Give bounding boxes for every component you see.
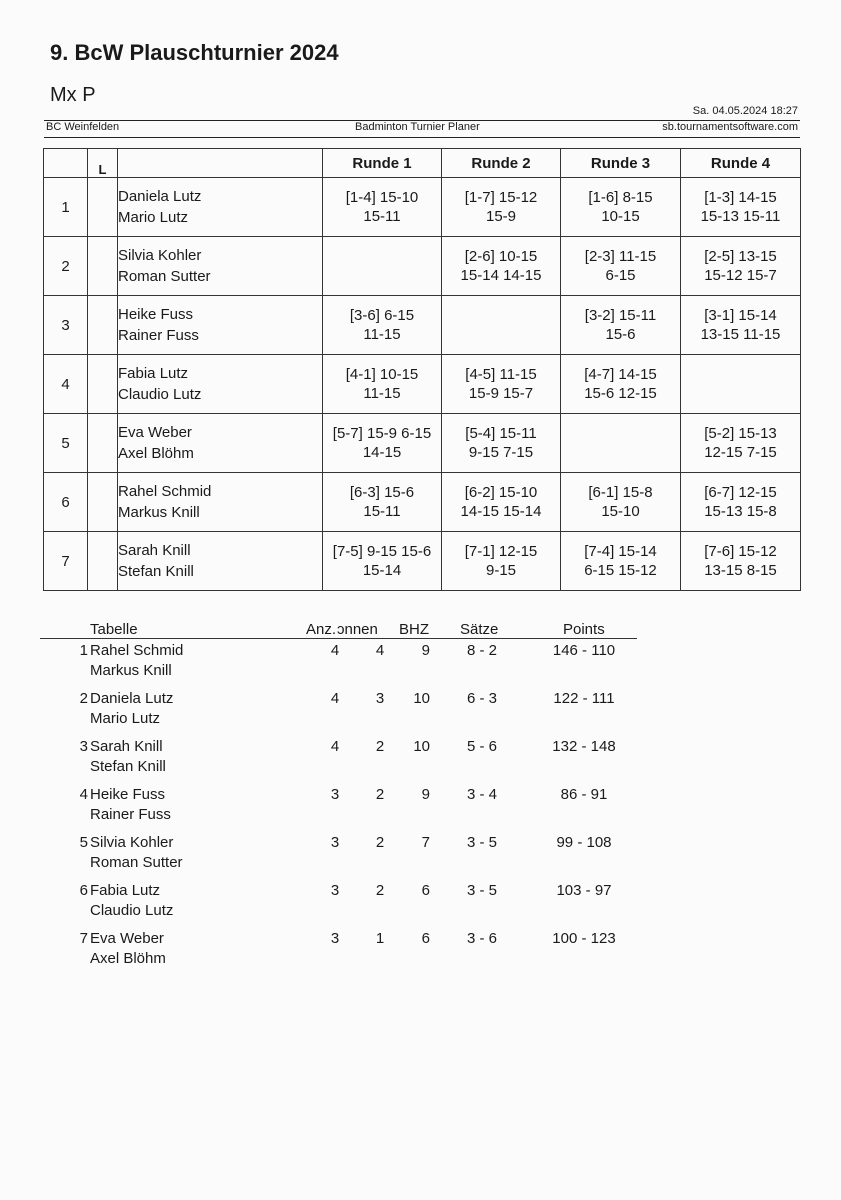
standings-row [40, 641, 640, 689]
result-line-2: 15-11 [363, 503, 401, 520]
team-number: 4 [44, 355, 88, 414]
header-round-2: Runde 2 [442, 149, 561, 178]
sets-value: 3 - 5 [466, 882, 497, 899]
player-2: Mario Lutz [90, 710, 161, 727]
round-1-result [323, 296, 442, 355]
result-line-2: 14-15 [362, 444, 402, 461]
result-line-1: [1-3] 14-15 [704, 189, 777, 206]
round-4-result [681, 178, 801, 237]
result-line-1: [4-5] 11-15 [465, 366, 537, 383]
header-l: L [88, 149, 118, 178]
round-1-result [323, 473, 442, 532]
team-players [118, 296, 323, 355]
player-1: Heike Fuss [90, 786, 166, 803]
standings-title: Tabelle [90, 621, 138, 638]
matches-played: 3 [330, 834, 340, 851]
round-3-result [561, 178, 681, 237]
player-2: Axel Blöhm [90, 950, 166, 967]
result-line-1: [6-1] 15-8 [588, 484, 653, 501]
round-4-result [681, 473, 801, 532]
points-value: 103 - 97 [556, 882, 612, 899]
player-1: Daniela Lutz [118, 188, 202, 205]
player-2: Mario Lutz [118, 209, 189, 226]
standings-header [40, 618, 637, 639]
standings-col-anz: Anz. [306, 621, 337, 638]
result-line-1: [6-7] 12-15 [704, 484, 777, 501]
result-line-2: 15-13 15-11 [700, 208, 781, 225]
round-3-result [561, 237, 681, 296]
round-3-result [561, 473, 681, 532]
standings-col-saetze: Sätze [460, 621, 499, 638]
result-line-1: [5-2] 15-13 [704, 425, 777, 442]
bhz-value: 10 [413, 738, 430, 755]
matches-won: 2 [375, 786, 385, 803]
result-line-1: [7-4] 15-14 [584, 543, 657, 560]
player-1: Sarah Knill [90, 738, 163, 755]
team-l-cell [88, 532, 118, 591]
standings-row [40, 833, 640, 881]
result-line-1: [3-1] 15-14 [704, 307, 777, 324]
result-line-2: 15-6 12-15 [584, 385, 657, 402]
matches-played: 4 [330, 690, 340, 707]
result-line-1: [7-5] 9-15 15-6 [332, 543, 432, 560]
sets-value: 5 - 6 [466, 738, 497, 755]
result-line-1: [3-2] 15-11 [584, 307, 657, 324]
standings-table [40, 618, 640, 977]
player-1: Silvia Kohler [90, 834, 174, 851]
result-line-2: 15-9 15-7 [468, 385, 534, 402]
result-line-2: 9-15 7-15 [468, 444, 534, 461]
team-players [118, 473, 323, 532]
bhz-value: 6 [421, 930, 430, 947]
bhz-value: 9 [421, 642, 430, 659]
app-name: Badminton Turnier Planer [355, 121, 480, 133]
result-line-2: 13-15 8-15 [704, 562, 777, 579]
team-number: 2 [44, 237, 88, 296]
team-players [118, 532, 323, 591]
team-row [44, 355, 801, 414]
team-players [118, 237, 323, 296]
round-1-result [323, 178, 442, 237]
result-line-1: [2-3] 11-15 [584, 248, 657, 265]
round-2-result [442, 355, 561, 414]
header-round-1: Runde 1 [323, 149, 442, 178]
round-3-result [561, 355, 681, 414]
matches-played: 3 [330, 882, 340, 899]
player-1: Daniela Lutz [90, 690, 174, 707]
header-rule-bottom [44, 137, 800, 138]
matches-won: 1 [375, 930, 385, 947]
player-1: Heike Fuss [118, 306, 194, 323]
bhz-value: 9 [421, 786, 430, 803]
matches-won: 2 [375, 738, 385, 755]
matches-won: 2 [375, 834, 385, 851]
matches-played: 4 [330, 738, 340, 755]
player-1: Silvia Kohler [118, 247, 202, 264]
result-line-1: [6-3] 15-6 [349, 484, 415, 501]
team-row [44, 237, 801, 296]
result-line-2: 6-15 15-12 [584, 562, 657, 579]
points-value: 122 - 111 [553, 690, 615, 707]
result-line-1: [1-4] 15-10 [345, 189, 419, 206]
result-line-1: [5-7] 15-9 6-15 [332, 425, 432, 442]
round-3-result [561, 532, 681, 591]
player-1: Fabia Lutz [118, 365, 189, 382]
team-row [44, 414, 801, 473]
player-2: Roman Sutter [118, 268, 211, 285]
result-line-1: [1-7] 15-12 [464, 189, 538, 206]
round-2-result [442, 296, 561, 355]
rank: 6 [79, 882, 88, 899]
round-1-result [323, 414, 442, 473]
result-line-2: 11-15 [363, 385, 401, 402]
team-row [44, 296, 801, 355]
player-1: Rahel Schmid [90, 642, 184, 659]
matches-played: 3 [330, 930, 340, 947]
header-number [44, 149, 88, 178]
result-line-2: 11-15 [363, 326, 401, 343]
team-players [118, 178, 323, 237]
player-2: Rainer Fuss [90, 806, 171, 823]
result-line-1: [3-6] 6-15 [349, 307, 415, 324]
points-value: 86 - 91 [560, 786, 608, 803]
header-round-3: Runde 3 [561, 149, 681, 178]
standings-row [40, 929, 640, 977]
team-names [90, 737, 166, 777]
result-line-2: 15-13 15-8 [704, 503, 777, 520]
result-line-1: [6-2] 15-10 [464, 484, 538, 501]
standings-col-points: Points [563, 621, 605, 638]
bhz-value: 10 [413, 690, 430, 707]
team-names [90, 881, 173, 921]
sets-value: 3 - 6 [466, 930, 497, 947]
result-line-2: 15-10 [601, 503, 640, 520]
team-number: 7 [44, 532, 88, 591]
team-number: 5 [44, 414, 88, 473]
bhz-value: 7 [421, 834, 430, 851]
player-2: Markus Knill [90, 662, 172, 679]
team-names [90, 689, 173, 729]
header-round-4: Runde 4 [681, 149, 801, 178]
round-1-result [323, 237, 442, 296]
team-names [90, 929, 166, 969]
match-grid-header [44, 149, 801, 178]
bhz-value: 6 [421, 882, 430, 899]
team-names [90, 785, 171, 825]
result-line-2: 10-15 [601, 208, 640, 225]
team-l-cell [88, 237, 118, 296]
team-l-cell [88, 414, 118, 473]
player-2: Markus Knill [118, 504, 200, 521]
player-1: Eva Weber [90, 930, 164, 947]
points-value: 146 - 110 [552, 642, 616, 659]
team-l-cell [88, 296, 118, 355]
round-4-result [681, 296, 801, 355]
result-line-2: 15-9 [485, 208, 517, 225]
matches-played: 3 [330, 786, 340, 803]
sets-value: 3 - 4 [466, 786, 497, 803]
rank: 5 [79, 834, 88, 851]
club-name: BC Weinfelden [46, 121, 120, 133]
round-2-result [442, 414, 561, 473]
team-names [90, 833, 183, 873]
result-line-1: [5-4] 15-11 [465, 425, 537, 442]
team-l-cell [88, 355, 118, 414]
rank: 3 [79, 738, 88, 755]
round-2-result [442, 178, 561, 237]
standings-row [40, 737, 640, 785]
player-2: Claudio Lutz [90, 902, 174, 919]
player-2: Stefan Knill [118, 563, 194, 580]
site-url: sb.tournamentsoftware.com [662, 121, 798, 133]
result-line-2: 14-15 15-14 [460, 503, 542, 520]
rank: 2 [79, 690, 88, 707]
standings-col-bhz: BHZ [399, 621, 429, 638]
player-2: Rainer Fuss [118, 327, 199, 344]
result-line-2: 13-15 11-15 [700, 326, 781, 343]
result-line-2: 15-12 15-7 [704, 267, 777, 284]
round-3-result [561, 296, 681, 355]
round-3-result [561, 414, 681, 473]
team-number: 1 [44, 178, 88, 237]
rank: 4 [79, 786, 88, 803]
player-2: Roman Sutter [90, 854, 183, 871]
team-number: 3 [44, 296, 88, 355]
points-value: 99 - 108 [556, 834, 612, 851]
team-number: 6 [44, 473, 88, 532]
player-2: Claudio Lutz [118, 386, 202, 403]
match-grid [43, 148, 801, 591]
round-4-result [681, 532, 801, 591]
result-line-2: 15-6 [605, 326, 636, 343]
round-1-result [323, 532, 442, 591]
round-4-result [681, 414, 801, 473]
team-row [44, 473, 801, 532]
team-players [118, 355, 323, 414]
result-line-2: 15-14 14-15 [460, 267, 542, 284]
print-datetime: Sa. 04.05.2024 18:27 [692, 105, 798, 117]
result-line-1: [4-7] 14-15 [584, 366, 657, 383]
standings-row [40, 881, 640, 929]
result-line-1: [2-6] 10-15 [464, 248, 538, 265]
result-line-1: [4-1] 10-15 [345, 366, 419, 383]
result-line-1: [7-6] 15-12 [704, 543, 777, 560]
round-2-result [442, 473, 561, 532]
result-line-2: 15-14 [362, 562, 402, 579]
player-1: Sarah Knill [118, 542, 191, 559]
team-l-cell [88, 178, 118, 237]
standings-col-gewonnen: ɔnnen [337, 621, 378, 638]
result-line-2: 12-15 7-15 [704, 444, 777, 461]
points-value: 132 - 148 [552, 738, 616, 755]
team-names [90, 641, 183, 681]
matches-played: 4 [330, 642, 340, 659]
matches-won: 2 [375, 882, 385, 899]
rank: 7 [79, 930, 88, 947]
draw-name: Mx P [50, 84, 96, 106]
player-1: Eva Weber [118, 424, 192, 441]
result-line-1: [1-6] 8-15 [588, 189, 653, 206]
round-2-result [442, 532, 561, 591]
standings-row [40, 785, 640, 833]
round-2-result [442, 237, 561, 296]
team-row [44, 178, 801, 237]
points-value: 100 - 123 [552, 930, 616, 947]
matches-won: 3 [375, 690, 385, 707]
team-players [118, 414, 323, 473]
result-line-1: [7-1] 12-15 [464, 543, 538, 560]
sets-value: 6 - 3 [466, 690, 497, 707]
round-4-result [681, 355, 801, 414]
team-l-cell [88, 473, 118, 532]
standings-row [40, 689, 640, 737]
sets-value: 3 - 5 [466, 834, 497, 851]
rank: 1 [79, 642, 88, 659]
player-1: Fabia Lutz [90, 882, 161, 899]
result-line-1: [2-5] 13-15 [704, 248, 777, 265]
page-title: 9. BcW Plauschturnier 2024 [50, 40, 339, 65]
round-4-result [681, 237, 801, 296]
result-line-2: 6-15 [605, 267, 636, 284]
result-line-2: 15-11 [363, 208, 401, 225]
round-1-result [323, 355, 442, 414]
player-1: Rahel Schmid [118, 483, 212, 500]
team-row [44, 532, 801, 591]
matches-won: 4 [375, 642, 385, 659]
player-2: Axel Blöhm [118, 445, 194, 462]
header-players [118, 149, 323, 178]
result-line-2: 9-15 [485, 562, 517, 579]
sets-value: 8 - 2 [466, 642, 497, 659]
player-2: Stefan Knill [90, 758, 166, 775]
